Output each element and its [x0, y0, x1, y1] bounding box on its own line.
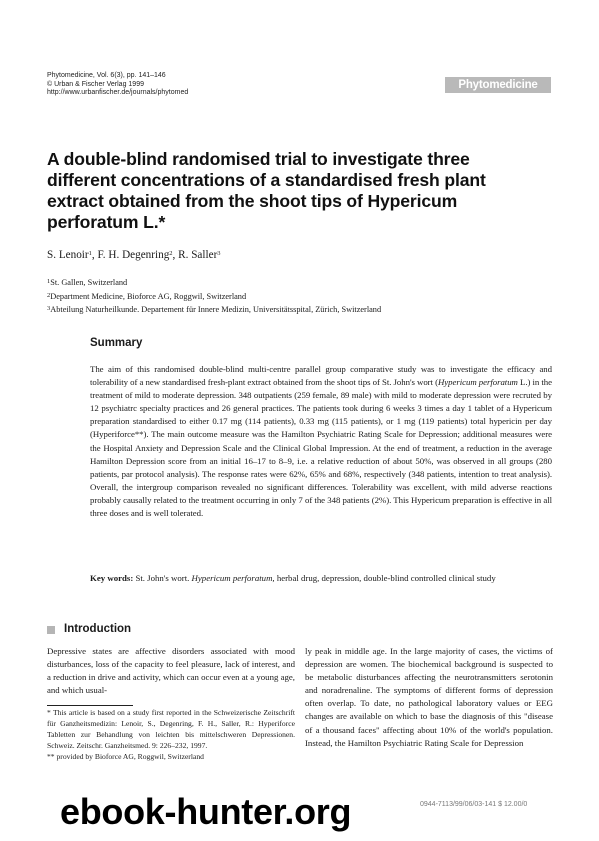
author-affiliation-mark: 2 [169, 250, 173, 257]
keywords-text: herbal drug, depression, double-blind controlled clinical study [274, 573, 496, 583]
author-name: S. Lenoir [47, 249, 89, 261]
abstract-species-name: Hypericum perforatum [437, 377, 518, 388]
affiliation-text: St. Gallen, Switzerland [50, 278, 128, 287]
author-name: F. H. Degenring [97, 249, 170, 261]
summary-heading: Summary [90, 337, 143, 349]
author-affiliation-mark: 3 [217, 250, 221, 257]
abstract-text [90, 363, 552, 520]
journal-citation: Phytomedicine, Vol. 6(3), pp. 141–146 [47, 72, 166, 79]
affiliation-mark: 2 [47, 291, 51, 299]
author-list: S. Lenoir$^1$, F. H. Degenring$^2$, R. Saller$^3$ [47, 249, 221, 261]
section-marker-square [47, 626, 55, 634]
abstract-part: The aim of this randomised double-blind multi-centre parallel group comparative study was to investigate the efficacy and tolerability of a new standardised fresh-plant extract obtained from the shoot tips of St. John's wort ( [90, 364, 552, 388]
introduction-heading: Introduction [64, 623, 132, 635]
journal-info [47, 72, 307, 98]
footnote: ** provided by Bioforce AG, Roggwil, Switzerland [47, 751, 204, 761]
footnotes [47, 708, 295, 763]
keywords-text: St. John's wort. [133, 573, 192, 583]
keywords [90, 572, 552, 585]
keywords-species-name: Hypericum perforatum, [191, 573, 275, 583]
affiliation-mark: 3 [47, 305, 51, 313]
affiliation [47, 276, 527, 290]
abstract-part: L.) in the treatment of mild to moderate depression. 348 outpatients (259 female, 89 male) with mild to moderate depression were recruted by 12 psychiatrc specialty practices and 26 general practices. The patients took during 6 weeks 3 times a day 1 tablet of a Hypericum preparation standardised to either 0.17 mg (114 patients), 0.33 mg (115 patients), or 1 mg (119 patients) total hypericin per day (Hyperiforce**). The main outcome measure was the Hamilton Psychiatric Rating Scale for Depression; additional measures were the Hospital Anxiety and Depression Scale and the Clinical Global Impression. At the end of treatment, a reduction in the average Hamilton Depression score from an initial 16–17 to 8–9, i.e. a relative reduction of about 50%, was observed in all groups (280 patients, par protocol analysis). The response rates were 62%, 65% and 68%, respectively (348 patients, intention to treat analysis). Overall, the intergroup comparison revealed no significant differences. Tolerability was excellent, with mild adverse reactions probably causally related to the treatment occurring in only 7 of the 348 patients (2%). This Hypericum preparation is effective in all three doses and is well tolerated. [90, 377, 553, 519]
introduction-left-column: Depressive states are affective disorders associated with mood disturbances, loss of the capacity to feel pleasure, lack of interest, and a reduction in drive and activity, which can occur even at a young age, and which usual- [47, 646, 295, 696]
author-affiliation-mark: 1 [88, 250, 92, 257]
affiliation [47, 303, 527, 317]
footnote: * This article is based on a study first reported in the Schweizerische Zeitschrift für Ganzheitsmedizin: Lenoir, S., Degenring, F. H., Saller, R.: Hyperiforce Tabletten zur Behandlung von leichten bis mittelschweren Depressionen. Schweiz. Zeitschr. Ganzheitsmed. 9: 226–232, 1997. [47, 708, 295, 750]
journal-publisher: © Urban & Fischer Verlag 1999 [47, 80, 144, 88]
affiliation-text: Department Medicine, Bioforce AG, Roggwil, Switzerland [50, 291, 247, 301]
affiliation [47, 290, 527, 304]
journal-brand-logo: Phytomedicine [445, 77, 551, 93]
affiliation-text: Abteilung Naturheilkunde. Departement für Innere Medizin, Universitätsspital, Zürich, Switzerland [50, 305, 382, 315]
issn-line: 0944-7113/99/06/03-141 $ 12.00/0 [420, 801, 528, 808]
journal-url[interactable]: http://www.urbanfischer.de/journals/phytomed [47, 89, 189, 96]
footnote-divider [47, 705, 133, 706]
affiliation-mark: 1 [47, 278, 51, 285]
affiliation-list [47, 276, 527, 317]
article-title: A double-blind randomised trial to investigate three different concentrations of a standardised fresh plant extract obtained from the shoot tips of Hypericum perforatum L.* [47, 149, 486, 232]
introduction-right-column: ly peak in middle age. In the large majority of cases, the victims of depression are women. The biochemical background is suspected to be metabolic disturbances affecting the neurotransmitters serotonin and noradrenaline. The symptoms of different forms of depression often overlap. To date, no pathological laboratory values or EEG changes are available on which to base the diagnosis of this "disease of a thousand faces" affecting about 10% of the world's population. Instead, the Hamilton Psychiatric Rating Scale for Depression [305, 646, 553, 748]
keywords-label: Key words: [90, 573, 134, 583]
author-name: R. Saller [178, 249, 218, 261]
watermark-text: ebook-hunter.org [60, 791, 352, 832]
